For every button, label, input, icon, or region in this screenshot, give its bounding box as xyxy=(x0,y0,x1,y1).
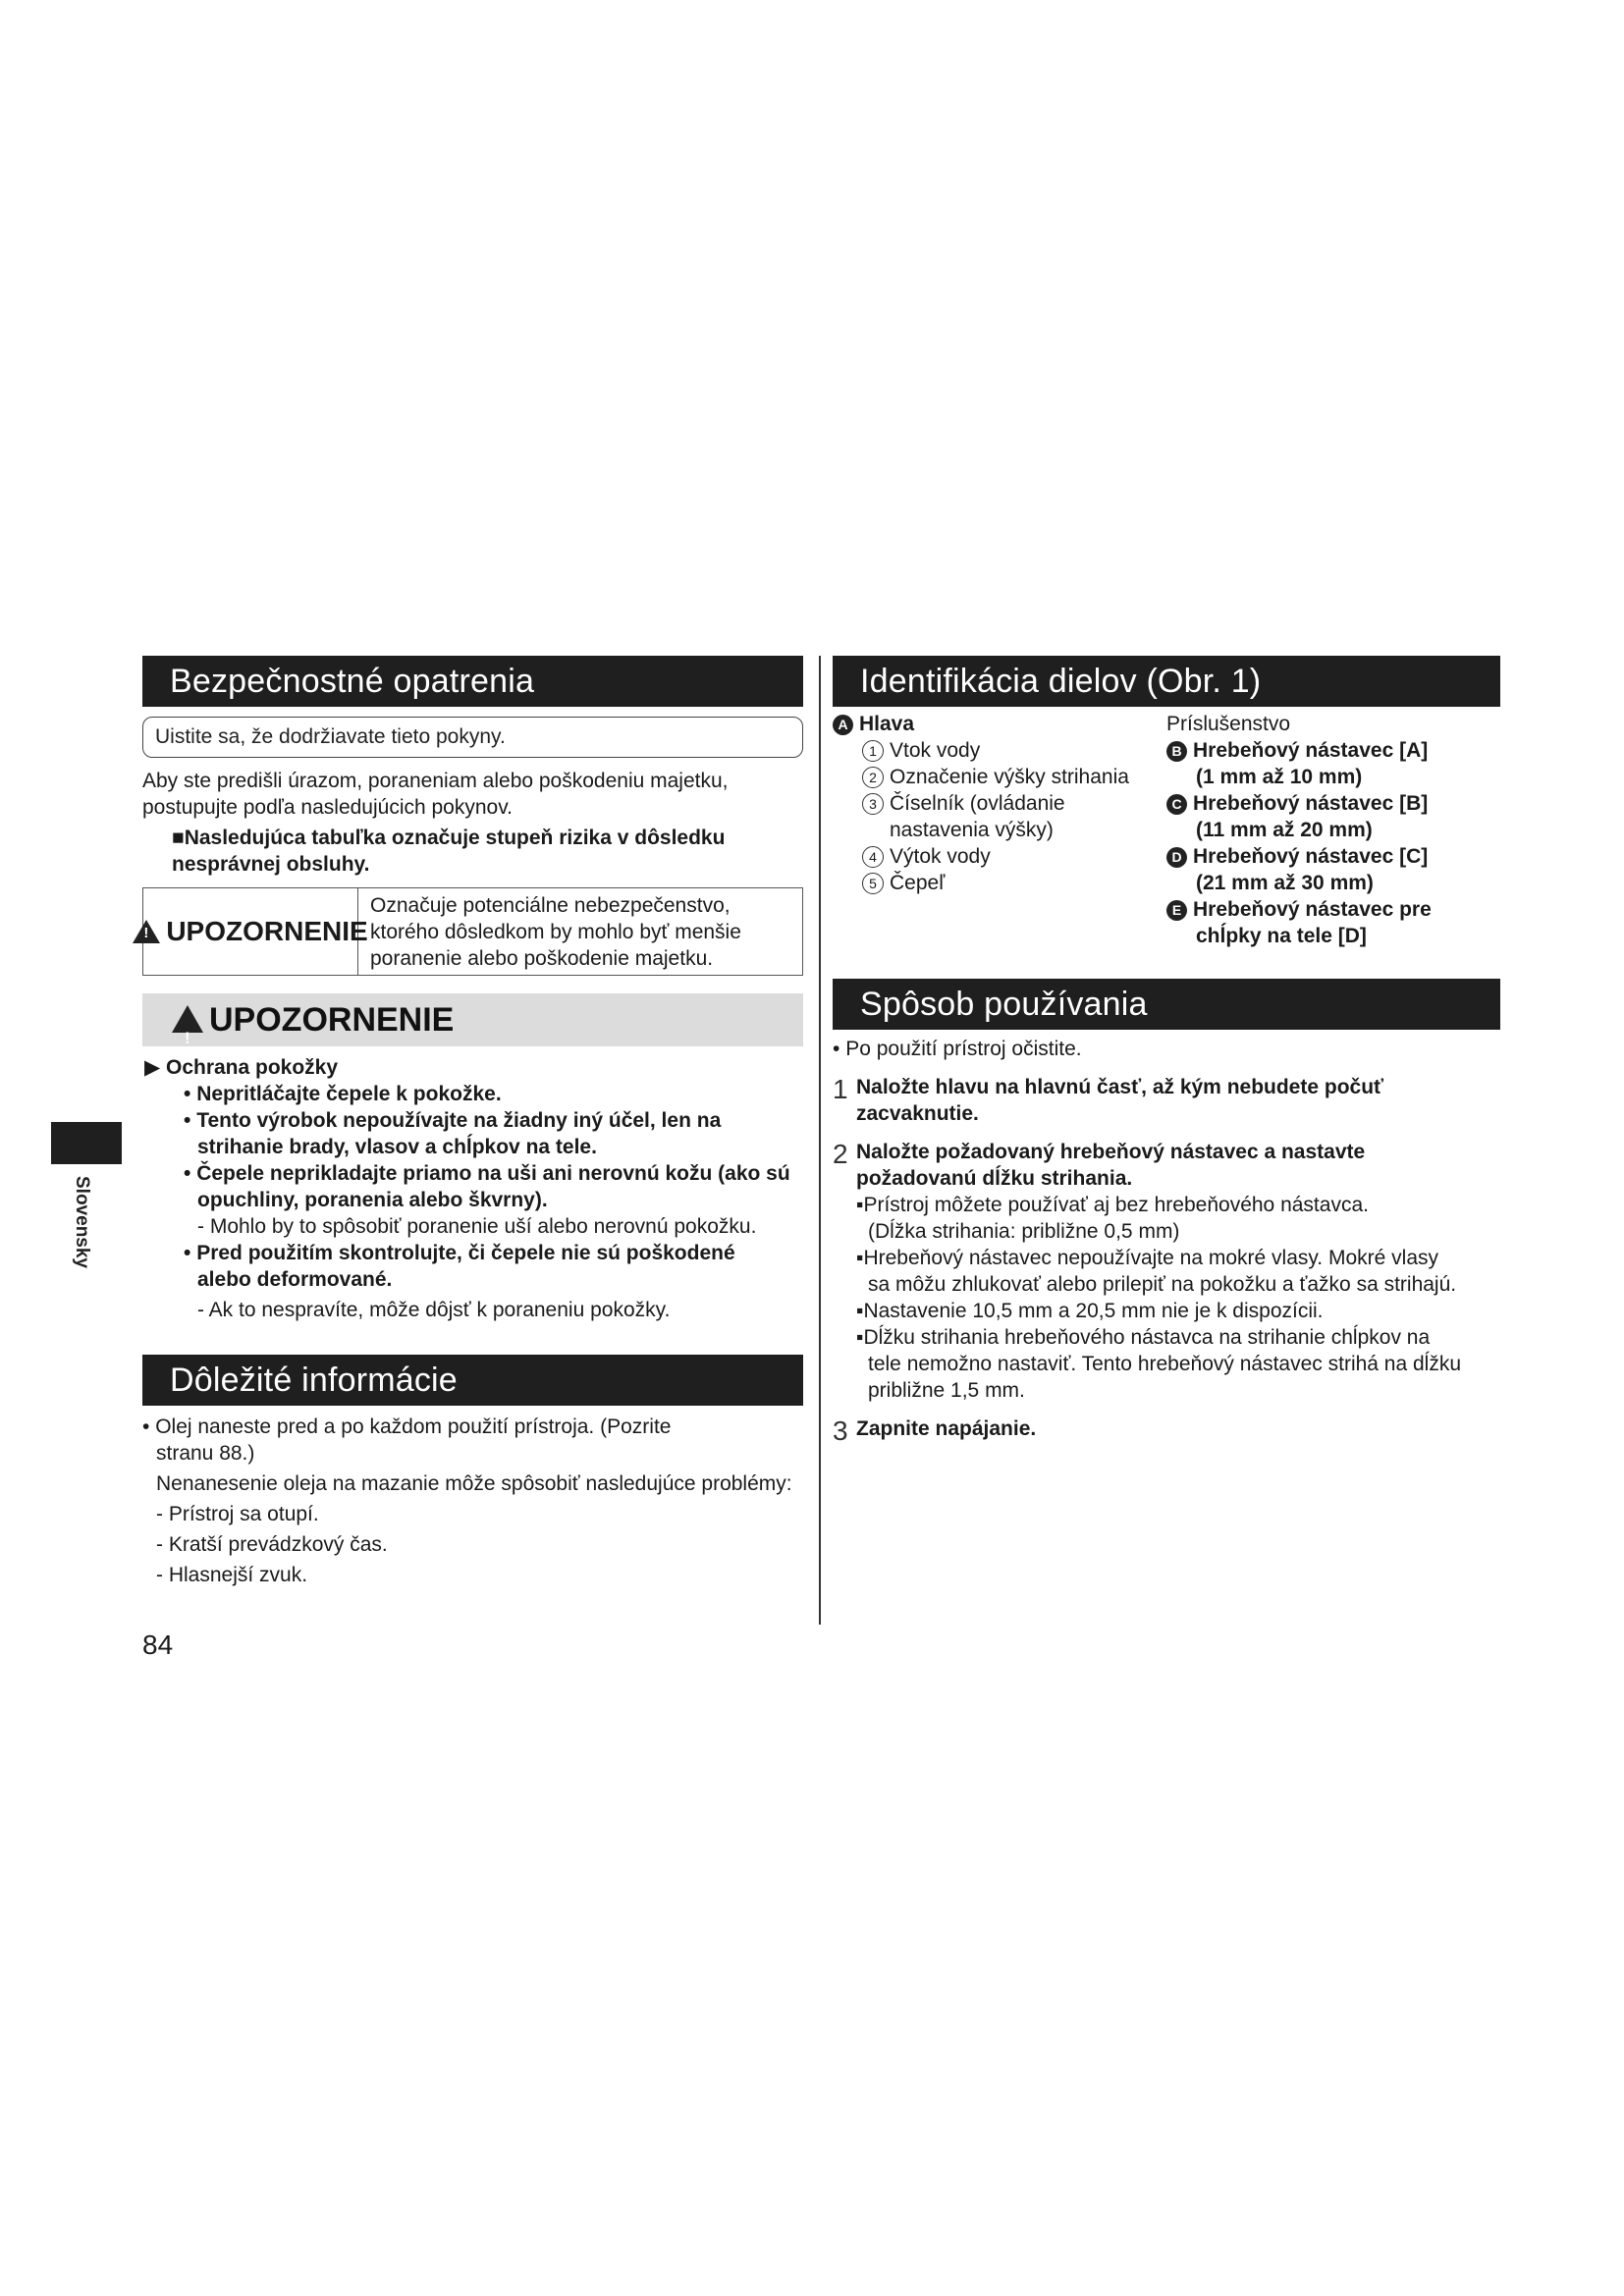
risk-table-description: Označuje potenciálne nebezpečenstvo, ktorého dôsledkom by mohlo byť menšie poranenie alebo poškodenie majetku. xyxy=(370,894,741,970)
safety-title: Bezpečnostné opatrenia xyxy=(142,656,803,707)
usage-title: Spôsob používania xyxy=(833,979,1500,1030)
right-column xyxy=(833,656,1500,1447)
language-label: Slovensky xyxy=(72,1176,92,1268)
head-item-3: 3 Číselník (ovládanie xyxy=(833,790,1166,817)
warning-bullet-3-sub: - Mohlo by to spôsobiť poranenie uší alebo nerovnú pokožku. xyxy=(197,1215,757,1238)
marker-e-icon: E xyxy=(1166,900,1187,921)
usage-step-1: 1 Naložte hlavu na hlavnú časť, až kým nebudete počuť zacvaknutie. xyxy=(833,1074,1384,1125)
page-number: 84 xyxy=(142,1629,174,1660)
language-label-wrap xyxy=(71,1176,110,1284)
left-column xyxy=(142,656,803,1588)
risk-table xyxy=(142,887,803,976)
warning-bullet-3-cont: opuchliny, poranenia alebo škvrny). xyxy=(197,1189,548,1211)
warning-triangle-icon xyxy=(133,920,160,943)
marker-c-icon: C xyxy=(1166,794,1187,815)
safety-intro: Aby ste predišli úrazom, poraneniam alebo poškodeniu majetku, postupujte podľa nasledujúcich pokynov. xyxy=(142,770,729,819)
accessory-d-range: (21 mm až 30 mm) xyxy=(1196,872,1374,894)
important-item-1: - Prístroj sa otupí. xyxy=(156,1503,319,1525)
step-2-note-1: ▪Prístroj môžete používať aj bez hrebeňového nástavca. xyxy=(856,1194,1369,1216)
important-item-3: - Hlasnejší zvuk. xyxy=(156,1564,308,1586)
step-number: 1 xyxy=(833,1074,848,1104)
head-item-5: 5 Čepeľ xyxy=(833,870,1166,896)
warning-bullet-2-cont: strihanie brady, vlasov a chĺpkov na tele. xyxy=(197,1136,597,1158)
parts-title: Identifikácia dielov (Obr. 1) xyxy=(833,656,1500,707)
warning-subheading: ▶ Ochrana pokožky xyxy=(144,1056,339,1079)
accessories-label: Príslušenstvo xyxy=(1166,713,1291,735)
head-item-3-cont: nastavenia výšky) xyxy=(890,819,1054,841)
step-2-note-4: ▪Dĺžku strihania hrebeňového nástavca na strihanie chĺpkov na xyxy=(856,1326,1431,1349)
step-number: 2 xyxy=(833,1139,848,1169)
usage-step-3: 3 Zapnite napájanie. xyxy=(833,1415,1037,1446)
important-line-2: stranu 88.) xyxy=(156,1442,255,1465)
marker-b-icon: B xyxy=(1166,741,1187,762)
marker-a-icon: A xyxy=(833,715,853,735)
accessory-c: C Hrebeňový nástavec [B] xyxy=(1166,790,1500,817)
accessory-b: B Hrebeňový nástavec [A] xyxy=(1166,737,1500,764)
warning-bullet-1: • Nepritláčajte čepele k pokožke. xyxy=(184,1083,502,1105)
language-tab xyxy=(51,1122,122,1164)
accessory-e: E Hrebeňový nástavec pre xyxy=(1166,896,1500,923)
safety-note: Uistite sa, že dodržiavate tieto pokyny. xyxy=(142,717,803,758)
step-2-note-2: ▪Hrebeňový nástavec nepoužívajte na mokré vlasy. Mokré vlasy xyxy=(856,1247,1439,1269)
parts-list xyxy=(833,711,1500,949)
head-parts xyxy=(833,711,1166,949)
important-line-3: Nenanesenie oleja na mazanie môže spôsobiť nasledujúce problémy: xyxy=(156,1472,792,1495)
column-divider xyxy=(819,656,821,1625)
head-label: A Hlava xyxy=(833,711,1166,737)
warning-bullet-4-sub: - Ak to nespravíte, môže dôjsť k poraneniu pokožky. xyxy=(197,1299,671,1321)
warning-heading: !UPOZORNENIE xyxy=(142,993,803,1046)
accessory-b-range: (1 mm až 10 mm) xyxy=(1196,766,1363,788)
step-number: 3 xyxy=(833,1415,848,1446)
warning-triangle-icon xyxy=(172,1005,203,1033)
accessories xyxy=(1166,711,1500,949)
marker-d-icon: D xyxy=(1166,847,1187,868)
head-item-4: 4 Výtok vody xyxy=(833,843,1166,870)
important-item-2: - Kratší prevádzkový čas. xyxy=(156,1533,388,1556)
table-heading-2: nesprávnej obsluhy. xyxy=(172,853,370,876)
accessory-c-range: (11 mm až 20 mm) xyxy=(1196,819,1373,841)
warning-bullet-2: • Tento výrobok nepoužívajte na žiadny iný účel, len na xyxy=(184,1109,722,1132)
table-heading-1: ■Nasledujúca tabuľka označuje stupeň rizika v dôsledku xyxy=(172,827,726,849)
head-item-1: 1 Vtok vody xyxy=(833,737,1166,764)
important-line-1: • Olej naneste pred a po každom použití prístroja. (Pozrite xyxy=(142,1415,672,1438)
warning-bullet-4: • Pred použitím skontrolujte, či čepele nie sú poškodené xyxy=(184,1242,735,1264)
usage-step-2: 2 Naložte požadovaný hrebeňový nástavec a nastavte požadovanú dĺžku strihania. ▪Prístroj môžete používať aj bez hrebeňového nástavca. (Dĺžka strihania: približne 0,5 mm) ▪Hrebeňový nástavec nepoužívajte na mokré vlasy. Mokré vlasy sa môžu zhlukovať alebo prilepiť na pokožku a ťažko sa strihajú. ▪Nastavenie 10,5 mm a 20,5 mm nie je k dispozícii. ▪Dĺžku strihania hrebeňového nástavca na strihanie chĺpkov na tele nemožno nastaviť. Tento hrebeňový nástavec strihá na dĺžku približne 1,5 mm. xyxy=(833,1139,1500,1404)
head-item-2: 2 Označenie výšky strihania xyxy=(833,764,1166,790)
warning-bullet-4-cont: alebo deformované. xyxy=(197,1268,393,1291)
step-2-note-3: ▪Nastavenie 10,5 mm a 20,5 mm nie je k dispozícii. xyxy=(856,1300,1324,1322)
warning-bullet-3: • Čepele neprikladajte priamo na uši ani nerovnú kožu (ako sú xyxy=(184,1162,790,1185)
usage-pre: • Po použití prístroj očistite. xyxy=(833,1038,1082,1060)
important-title: Dôležité informácie xyxy=(142,1355,803,1406)
accessory-d: D Hrebeňový nástavec [C] xyxy=(1166,843,1500,870)
risk-table-label: ! UPOZORNENIE xyxy=(143,888,358,975)
accessory-e-cont: chĺpky na tele [D] xyxy=(1196,925,1367,947)
